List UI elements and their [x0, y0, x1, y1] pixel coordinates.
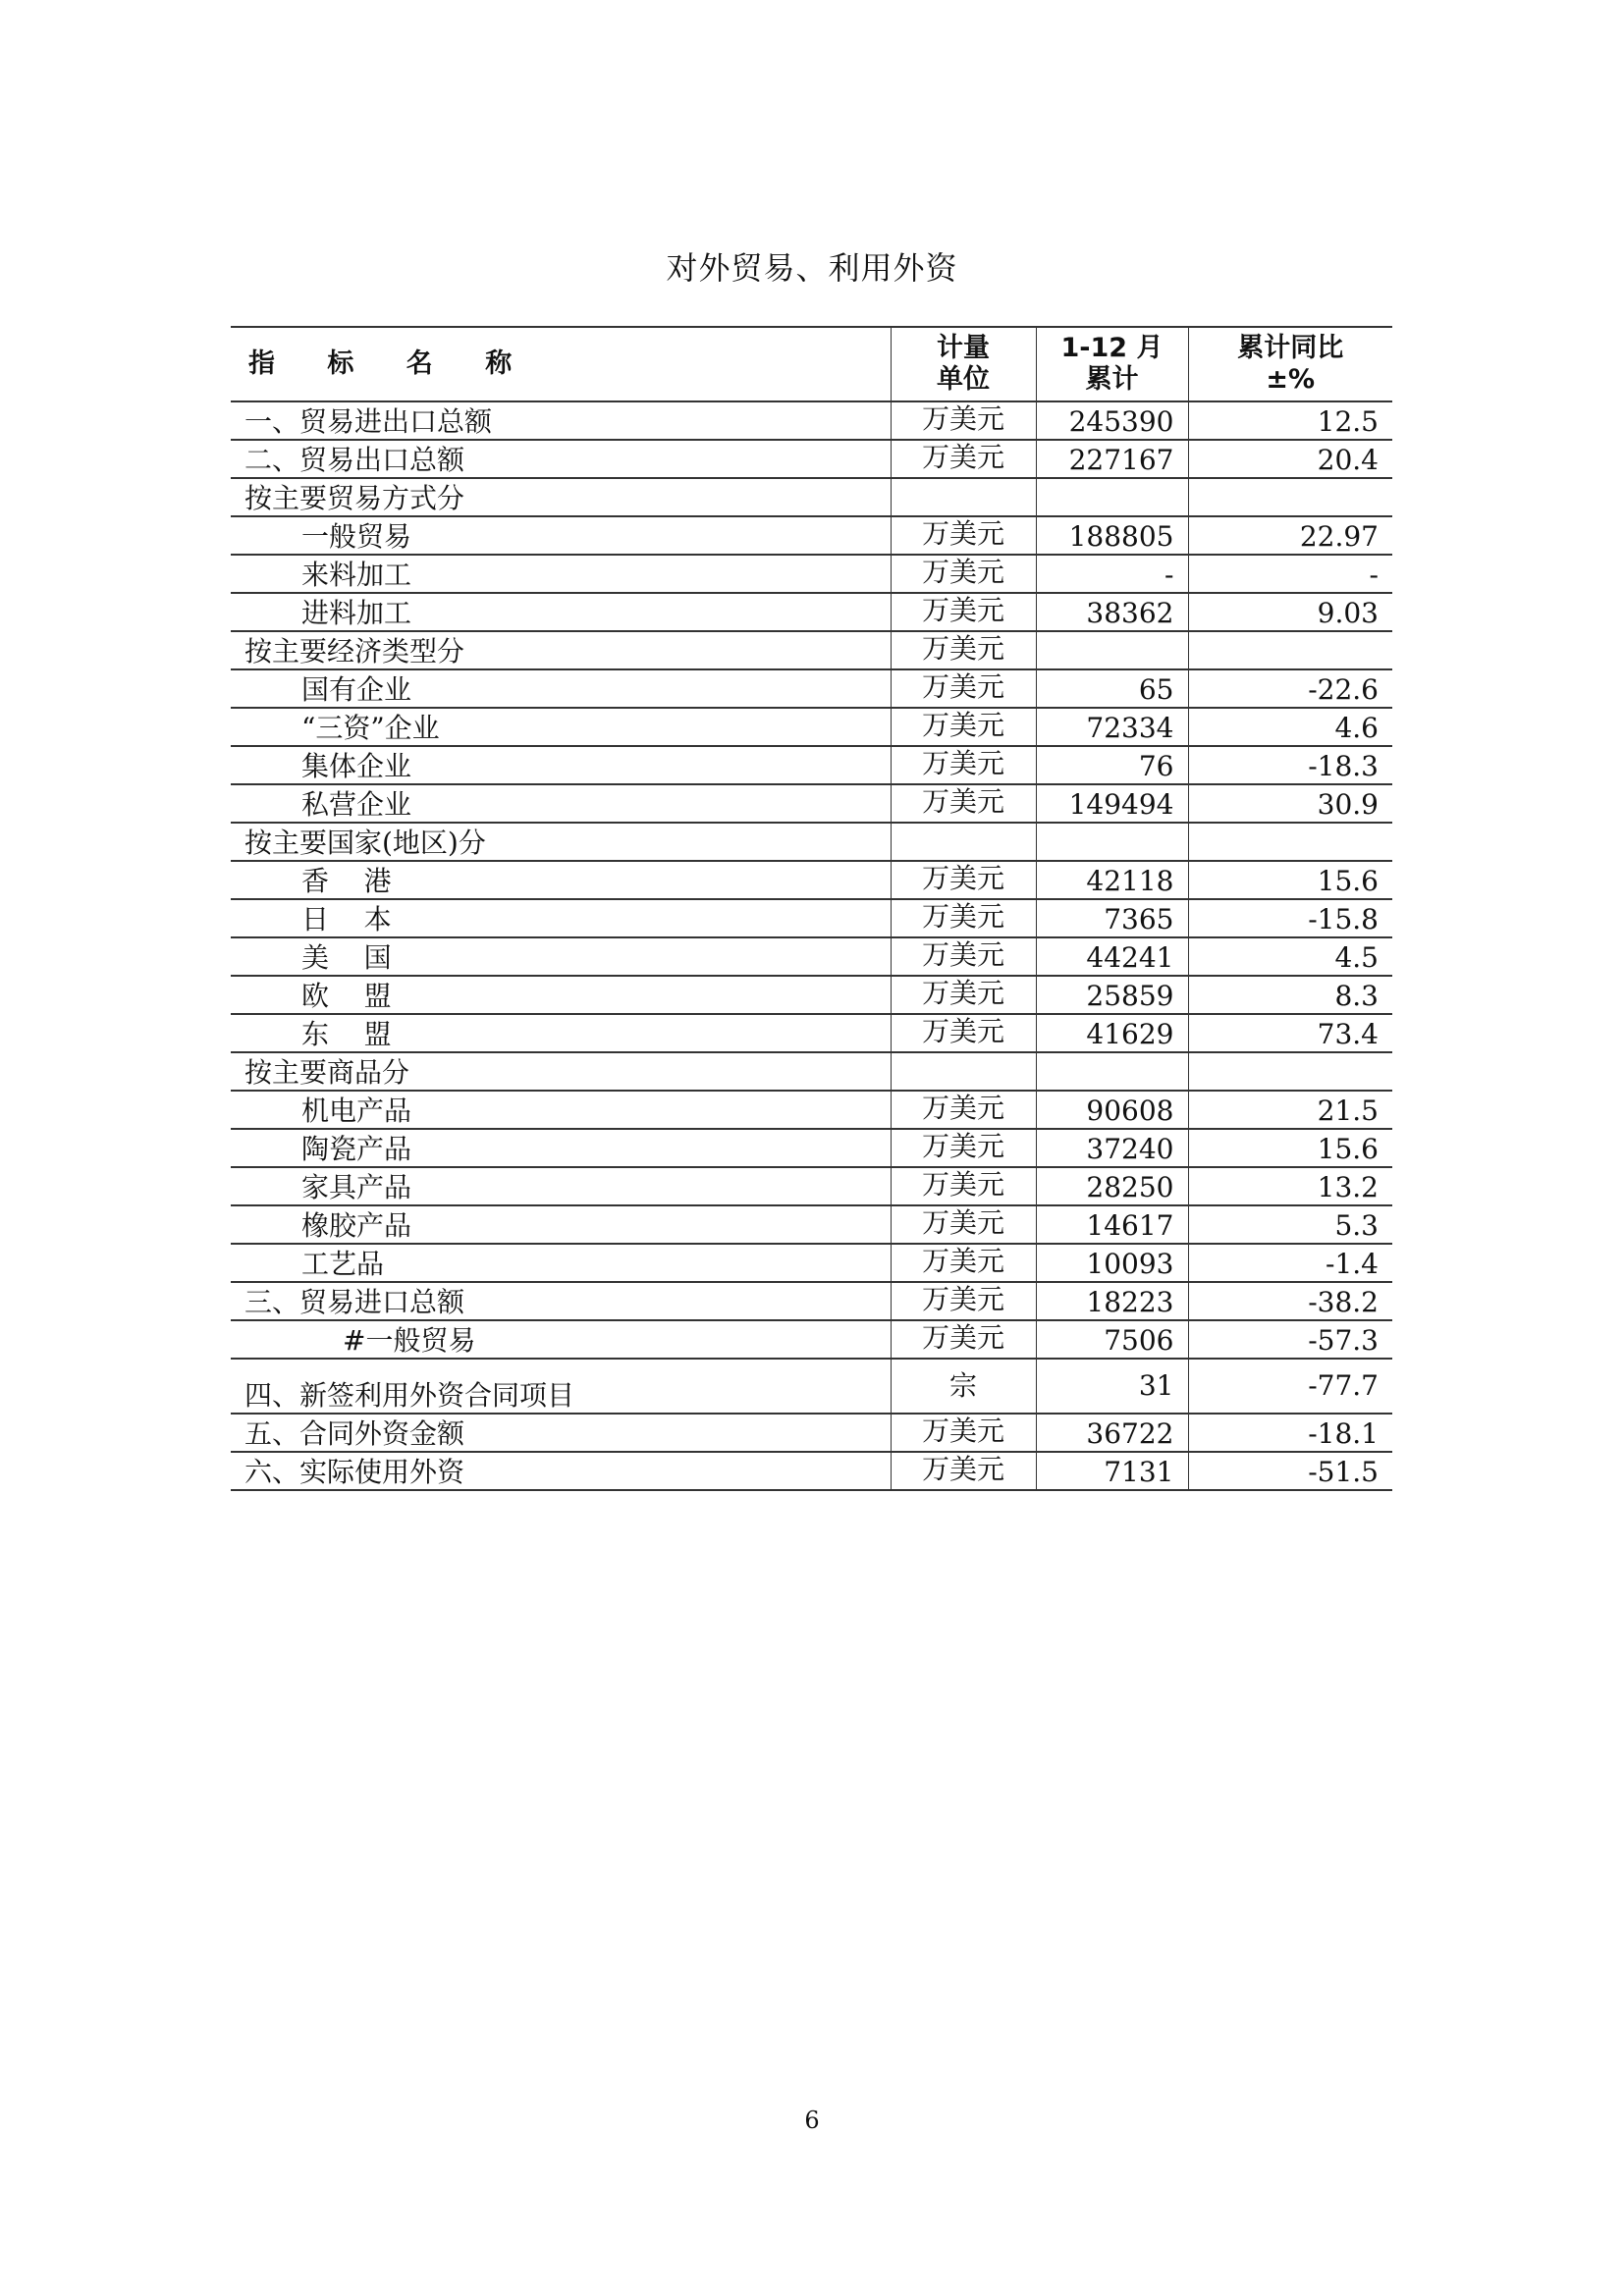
- cumulative-value: 44241: [1036, 937, 1188, 976]
- unit: 万美元: [891, 976, 1036, 1014]
- unit: 宗: [891, 1359, 1036, 1414]
- yoy-change: 13.2: [1188, 1167, 1392, 1205]
- table-body: [231, 401, 1392, 1490]
- table-row: [231, 1014, 1392, 1052]
- unit: 万美元: [891, 593, 1036, 631]
- table-row: [231, 708, 1392, 746]
- indicator-name: 三、贸易进口总额: [244, 1286, 465, 1319]
- table-row: [231, 401, 1392, 440]
- table-row: [231, 937, 1392, 976]
- table-row: [231, 555, 1392, 593]
- unit: 万美元: [891, 784, 1036, 823]
- table-row: [231, 478, 1392, 516]
- yoy-change: -22.6: [1188, 669, 1392, 708]
- table-row: [231, 1452, 1392, 1490]
- unit: [891, 478, 1036, 516]
- cumulative-value: 18223: [1036, 1282, 1188, 1320]
- yoy-change: 12.5: [1188, 401, 1392, 440]
- indicator-name: 四、新签利用外资合同项目: [244, 1379, 575, 1413]
- unit: 万美元: [891, 669, 1036, 708]
- table-row: [231, 1167, 1392, 1205]
- cumulative-value: 10093: [1036, 1244, 1188, 1282]
- cumulative-value: [1036, 631, 1188, 669]
- yoy-change: -51.5: [1188, 1452, 1392, 1490]
- header-cumulative: [1036, 327, 1188, 401]
- cumulative-value: 38362: [1036, 593, 1188, 631]
- foreign-trade-table: [231, 326, 1392, 1491]
- cumulative-value: 7131: [1036, 1452, 1188, 1490]
- unit: 万美元: [891, 937, 1036, 976]
- yoy-change: -57.3: [1188, 1320, 1392, 1359]
- unit: 万美元: [891, 746, 1036, 784]
- yoy-change: 4.5: [1188, 937, 1392, 976]
- table-row: [231, 823, 1392, 861]
- unit: 万美元: [891, 1091, 1036, 1129]
- cumulative-value: 37240: [1036, 1129, 1188, 1167]
- page-title: 对外贸易、利用外资: [666, 249, 958, 287]
- table-row: [231, 593, 1392, 631]
- cumulative-value: [1036, 478, 1188, 516]
- cumulative-value: 28250: [1036, 1167, 1188, 1205]
- cumulative-value: 7506: [1036, 1320, 1188, 1359]
- yoy-change: [1188, 823, 1392, 861]
- table-row: [231, 440, 1392, 478]
- indicator-name: 集体企业: [301, 750, 412, 783]
- indicator-name: 陶瓷产品: [301, 1133, 412, 1166]
- cumulative-value: 25859: [1036, 976, 1188, 1014]
- unit: 万美元: [891, 1167, 1036, 1205]
- cumulative-value: 36722: [1036, 1414, 1188, 1452]
- table-row: [231, 1359, 1392, 1414]
- yoy-change: [1188, 478, 1392, 516]
- header-indicator-name: 指 标 名 称: [248, 347, 534, 379]
- table-row: [231, 1414, 1392, 1452]
- unit: 万美元: [891, 899, 1036, 937]
- table-row: [231, 976, 1392, 1014]
- indicator-name: 来料加工: [301, 559, 412, 592]
- indicator-name: 按主要商品分: [244, 1056, 410, 1090]
- table-row: [231, 516, 1392, 555]
- indicator-name: 工艺品: [301, 1248, 385, 1281]
- indicator-name: 按主要贸易方式分: [244, 482, 465, 515]
- unit: 万美元: [891, 1282, 1036, 1320]
- indicator-name: 进料加工: [301, 597, 412, 630]
- indicator-name: 一、贸易进出口总额: [244, 405, 493, 439]
- cumulative-value: 76: [1036, 746, 1188, 784]
- indicator-name: “三资”企业: [301, 712, 440, 745]
- table-row: [231, 1129, 1392, 1167]
- cumulative-value: [1036, 1052, 1188, 1091]
- cumulative-value: -: [1036, 555, 1188, 593]
- unit: 万美元: [891, 1205, 1036, 1244]
- indicator-name: 机电产品: [301, 1095, 412, 1128]
- cumulative-value: 31: [1036, 1359, 1188, 1414]
- table-row: [231, 1091, 1392, 1129]
- unit: 万美元: [891, 631, 1036, 669]
- unit: 万美元: [891, 1414, 1036, 1452]
- indicator-name: 日 本: [301, 903, 392, 936]
- unit: 万美元: [891, 1014, 1036, 1052]
- yoy-change: 22.97: [1188, 516, 1392, 555]
- table-row: [231, 1320, 1392, 1359]
- cumulative-value: 227167: [1036, 440, 1188, 478]
- unit: 万美元: [891, 1320, 1036, 1359]
- yoy-change: 9.03: [1188, 593, 1392, 631]
- cumulative-value: 72334: [1036, 708, 1188, 746]
- unit: 万美元: [891, 1452, 1036, 1490]
- indicator-name: 私营企业: [301, 788, 412, 822]
- yoy-change: [1188, 1052, 1392, 1091]
- yoy-change: 5.3: [1188, 1205, 1392, 1244]
- indicator-name: 按主要经济类型分: [244, 635, 465, 668]
- indicator-name: 美 国: [301, 941, 392, 975]
- indicator-name: 二、贸易出口总额: [244, 444, 465, 477]
- yoy-change: 73.4: [1188, 1014, 1392, 1052]
- unit: 万美元: [891, 401, 1036, 440]
- yoy-change: 30.9: [1188, 784, 1392, 823]
- indicator-name: 六、实际使用外资: [244, 1456, 465, 1489]
- header-unit: [891, 327, 1036, 401]
- yoy-change: -18.1: [1188, 1414, 1392, 1452]
- header-unit-line2: 单位: [937, 364, 990, 395]
- yoy-change: -18.3: [1188, 746, 1392, 784]
- table-row: [231, 784, 1392, 823]
- unit: [891, 823, 1036, 861]
- unit: 万美元: [891, 861, 1036, 899]
- yoy-change: -77.7: [1188, 1359, 1392, 1414]
- indicator-name: #一般贸易: [343, 1324, 476, 1358]
- indicator-name: 家具产品: [301, 1171, 412, 1204]
- cumulative-value: [1036, 823, 1188, 861]
- page-number: 6: [804, 2107, 820, 2134]
- yoy-change: 8.3: [1188, 976, 1392, 1014]
- cumulative-value: 14617: [1036, 1205, 1188, 1244]
- yoy-change: 21.5: [1188, 1091, 1392, 1129]
- cumulative-value: 90608: [1036, 1091, 1188, 1129]
- yoy-change: -: [1188, 555, 1392, 593]
- cumulative-value: 245390: [1036, 401, 1188, 440]
- indicator-name: 一般贸易: [301, 520, 412, 554]
- header-unit-line1: 计量: [937, 332, 990, 363]
- table-row: [231, 1244, 1392, 1282]
- unit: 万美元: [891, 708, 1036, 746]
- unit: 万美元: [891, 555, 1036, 593]
- indicator-name: 香 港: [301, 865, 392, 898]
- table-row: [231, 861, 1392, 899]
- yoy-change: 15.6: [1188, 1129, 1392, 1167]
- indicator-name: 橡胶产品: [301, 1209, 412, 1243]
- unit: 万美元: [891, 516, 1036, 555]
- yoy-change: [1188, 631, 1392, 669]
- indicator-name: 欧 盟: [301, 980, 392, 1013]
- header-cumulative-line1: 1-12 月: [1060, 332, 1164, 363]
- table-row: [231, 669, 1392, 708]
- yoy-change: 4.6: [1188, 708, 1392, 746]
- header-yoy-line2: ±%: [1266, 364, 1316, 395]
- yoy-change: -1.4: [1188, 1244, 1392, 1282]
- unit: 万美元: [891, 1244, 1036, 1282]
- table-header-row: [231, 327, 1392, 401]
- indicator-name: 按主要国家(地区)分: [244, 827, 486, 860]
- header-yoy-change: [1188, 327, 1392, 401]
- cumulative-value: 65: [1036, 669, 1188, 708]
- table-row: [231, 1205, 1392, 1244]
- table-row: [231, 1282, 1392, 1320]
- header-yoy-line1: 累计同比: [1237, 332, 1344, 363]
- table-row: [231, 1052, 1392, 1091]
- cumulative-value: 149494: [1036, 784, 1188, 823]
- unit: [891, 1052, 1036, 1091]
- indicator-name: 国有企业: [301, 673, 412, 707]
- yoy-change: 15.6: [1188, 861, 1392, 899]
- indicator-name: 东 盟: [301, 1018, 392, 1051]
- yoy-change: 20.4: [1188, 440, 1392, 478]
- cumulative-value: 188805: [1036, 516, 1188, 555]
- yoy-change: -15.8: [1188, 899, 1392, 937]
- yoy-change: -38.2: [1188, 1282, 1392, 1320]
- unit: 万美元: [891, 1129, 1036, 1167]
- header-cumulative-line2: 累计: [1085, 364, 1139, 395]
- indicator-name: 五、合同外资金额: [244, 1417, 465, 1451]
- cumulative-value: 42118: [1036, 861, 1188, 899]
- unit: 万美元: [891, 440, 1036, 478]
- table-row: [231, 631, 1392, 669]
- table-row: [231, 746, 1392, 784]
- cumulative-value: 41629: [1036, 1014, 1188, 1052]
- table-row: [231, 899, 1392, 937]
- cumulative-value: 7365: [1036, 899, 1188, 937]
